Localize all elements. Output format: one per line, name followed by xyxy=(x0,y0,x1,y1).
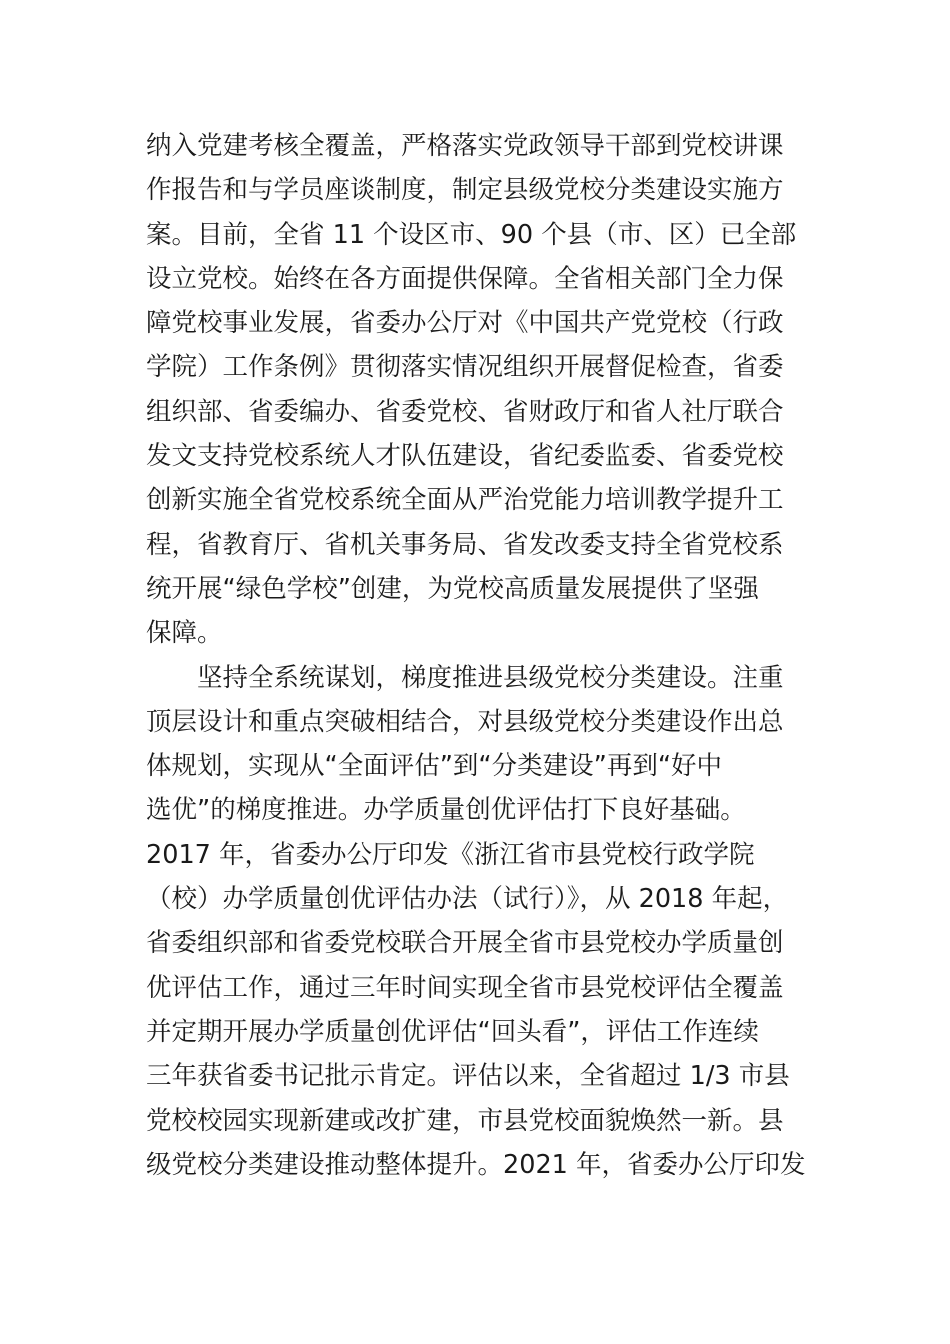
text-line: 保障。 xyxy=(146,618,223,649)
text-line: 设立党校。始终在各方面提供保障。全省相关部门全力保 xyxy=(146,263,784,294)
text-line: 统开展“绿色学校”创建，为党校高质量发展提供了坚强 xyxy=(146,573,759,604)
paragraph-first-line: 坚持全系统谋划，梯度推进县级党校分类建设。注重 xyxy=(197,662,784,693)
text-line: 级党校分类建设推动整体提升。2021 年，省委办公厅印发 xyxy=(146,1149,806,1180)
text-line: 2017 年，省委办公厅印发《浙江省市县党校行政学院 xyxy=(146,839,755,870)
text-line: 并定期开展办学质量创优评估“回头看”，评估工作连续 xyxy=(146,1016,759,1047)
text-line: 选优”的梯度推进。办学质量创优评估打下良好基础。 xyxy=(146,795,746,826)
text-line: 组织部、省委编办、省委党校、省财政厅和省人社厅联合 xyxy=(146,396,784,427)
text-line: 学院）工作条例》贯彻落实情况组织开展督促检查，省委 xyxy=(146,352,784,383)
text-line: 障党校事业发展，省委办公厅对《中国共产党党校（行政 xyxy=(146,308,784,339)
text-line: 纳入党建考核全覆盖，严格落实党政领导干部到党校讲课 xyxy=(146,131,784,161)
text-line: 优评估工作，通过三年时间实现全省市县党校评估全覆盖 xyxy=(146,972,784,1003)
text-line: （校）办学质量创优评估办法（试行）》，从 2018 年起， xyxy=(146,884,789,915)
text-line: 省委组织部和省委党校联合开展全省市县党校办学质量创 xyxy=(146,928,784,959)
text-line: 程，省教育厅、省机关事务局、省发改委支持全省党校系 xyxy=(146,529,784,560)
text-line: 案。目前，全省 11 个设区市、90 个县（市、区）已全部 xyxy=(146,219,797,250)
text-line: 党校校园实现新建或改扩建，市县党校面貌焕然一新。县 xyxy=(146,1105,784,1136)
text-line: 发文支持党校系统人才队伍建设，省纪委监委、省委党校 xyxy=(146,441,784,472)
text-line: 作报告和与学员座谈制度，制定县级党校分类建设实施方 xyxy=(146,175,784,206)
text-line: 三年获省委书记批示肯定。评估以来，全省超过 1/3 市县 xyxy=(146,1061,790,1092)
text-line: 体规划，实现从“全面评估”到“分类建设”再到“好中 xyxy=(146,751,723,782)
document-body xyxy=(146,124,826,1187)
text-line: 创新实施全省党校系统全面从严治党能力培训教学提升工 xyxy=(146,485,784,516)
text-line: 顶层设计和重点突破相结合，对县级党校分类建设作出总 xyxy=(146,706,784,737)
